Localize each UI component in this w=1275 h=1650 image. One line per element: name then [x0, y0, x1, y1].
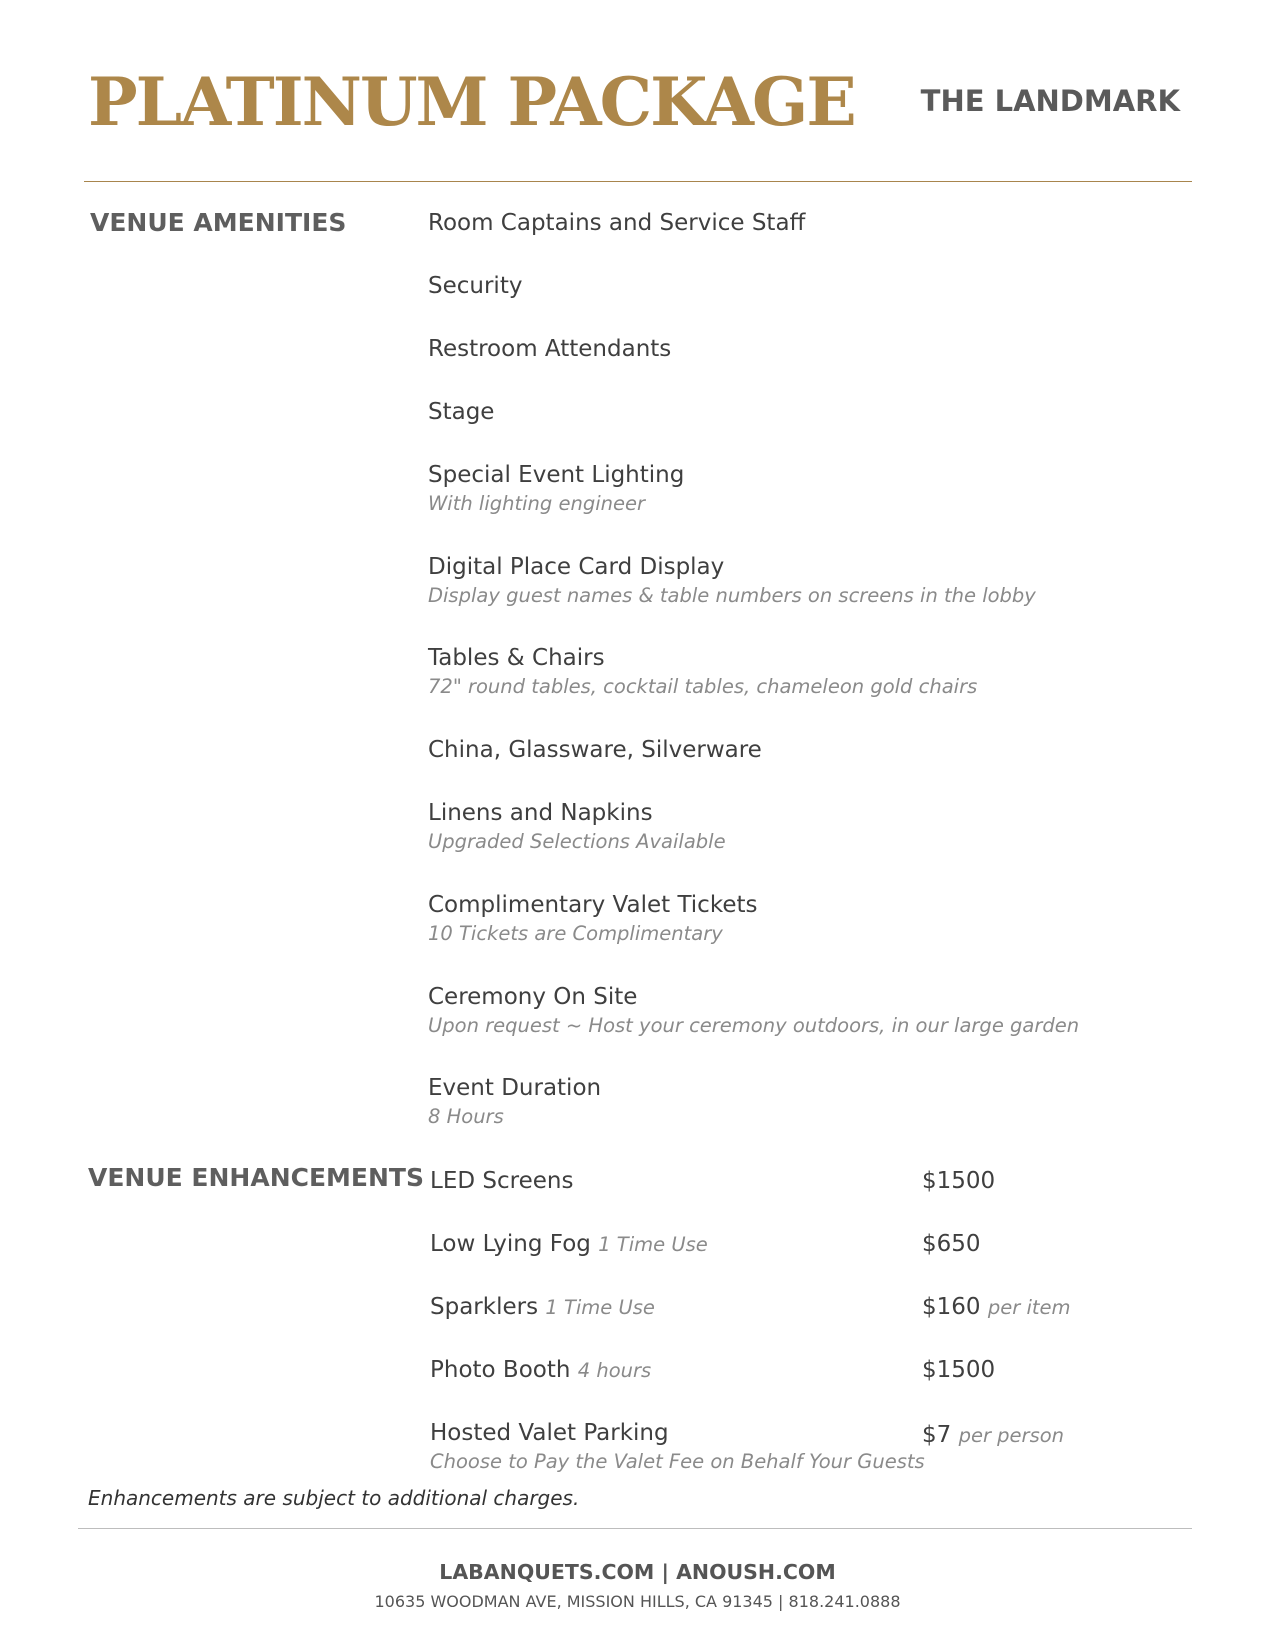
- amenity-name: Special Event Lighting: [428, 462, 685, 488]
- amenity-item: [428, 890, 757, 948]
- enhancement-detail: Choose to Pay the Valet Fee on Behalf Your Guests: [430, 1450, 925, 1473]
- enhancement-name: LED Screens: [430, 1168, 574, 1194]
- amenity-item: [428, 798, 726, 856]
- enhancement-usage: 4 hours: [577, 1359, 652, 1382]
- amenity-item: [428, 982, 1079, 1040]
- price-amount: $650: [922, 1231, 981, 1257]
- amenity-detail: With lighting engineer: [428, 492, 645, 515]
- price-amount: $1500: [922, 1168, 996, 1194]
- price-unit: per person: [958, 1424, 1065, 1447]
- footer-websites: LABANQUETS.COM | ANOUSH.COM: [439, 1560, 836, 1584]
- enhancement-price: [922, 1355, 995, 1385]
- page-title: PLATINUM PACKAGE: [88, 63, 855, 141]
- enhancement-label: Low Lying Fog: [430, 1231, 591, 1257]
- amenity-item: [428, 208, 805, 238]
- enhancement-usage: 1 Time Use: [598, 1233, 708, 1256]
- amenity-detail: Upon request ~ Host your ceremony outdoors, in our large garden: [428, 1014, 1080, 1037]
- price-amount: $1500: [922, 1357, 996, 1383]
- amenity-item: [428, 334, 671, 364]
- amenity-name: Room Captains and Service Staff: [428, 210, 806, 236]
- section-label-amenities: VENUE AMENITIES: [90, 208, 347, 237]
- enhancement-usage: 1 Time Use: [545, 1296, 655, 1319]
- amenity-name: Complimentary Valet Tickets: [428, 892, 758, 918]
- amenity-name: Linens and Napkins: [428, 800, 653, 826]
- amenity-name: Event Duration: [428, 1075, 602, 1101]
- amenity-item: [428, 552, 1036, 610]
- amenity-item: [428, 1073, 601, 1131]
- amenity-item: [428, 271, 522, 301]
- amenity-item: [428, 735, 762, 765]
- enhancement-name: Hosted Valet Parking: [430, 1420, 669, 1446]
- amenity-name: Tables & Chairs: [428, 645, 605, 671]
- amenity-detail: Display guest names & table numbers on screens in the lobby: [428, 584, 1036, 607]
- amenity-item: [428, 643, 977, 701]
- amenity-detail: Upgraded Selections Available: [428, 830, 726, 853]
- enhancement-price: [922, 1229, 981, 1259]
- enhancement-item: [430, 1355, 651, 1386]
- enhancement-item: [430, 1292, 655, 1323]
- enhancement-price: [922, 1292, 1071, 1323]
- enhancement-label: Photo Booth: [430, 1357, 571, 1383]
- enhancement-label: Sparklers: [430, 1294, 539, 1320]
- amenity-detail: 8 Hours: [428, 1105, 504, 1128]
- section-label-enhancements: VENUE ENHANCEMENTS: [88, 1163, 424, 1192]
- amenity-name: China, Glassware, Silverware: [428, 737, 762, 763]
- enhancement-name: [430, 1229, 708, 1260]
- price-unit: per item: [987, 1296, 1071, 1319]
- enhancement-item: [430, 1166, 573, 1196]
- amenity-name: Security: [428, 273, 523, 299]
- header-divider: [84, 181, 1192, 182]
- amenity-name: Digital Place Card Display: [428, 554, 725, 580]
- enhancements-note: Enhancements are subject to additional charges.: [88, 1486, 580, 1510]
- enhancement-item: [430, 1229, 708, 1260]
- enhancement-price: [922, 1166, 995, 1196]
- footer-address: 10635 WOODMAN AVE, MISSION HILLS, CA 91345 | 818.241.0888: [374, 1592, 901, 1611]
- footer-divider: [78, 1528, 1192, 1529]
- amenity-name: Stage: [428, 399, 495, 425]
- amenity-item: [428, 397, 494, 427]
- enhancement-item: [430, 1418, 925, 1476]
- amenity-name: Ceremony On Site: [428, 984, 638, 1010]
- enhancement-name: [430, 1292, 655, 1323]
- price-amount: $160: [922, 1294, 981, 1320]
- amenity-detail: 72" round tables, cocktail tables, chameleon gold chairs: [428, 675, 978, 698]
- amenity-detail: 10 Tickets are Complimentary: [428, 922, 723, 945]
- enhancement-name: [430, 1355, 651, 1386]
- enhancement-price: [922, 1420, 1064, 1451]
- amenity-item: [428, 460, 684, 518]
- price-amount: $7: [922, 1422, 952, 1448]
- amenity-name: Restroom Attendants: [428, 336, 672, 362]
- venue-name: THE LANDMARK: [920, 84, 1180, 118]
